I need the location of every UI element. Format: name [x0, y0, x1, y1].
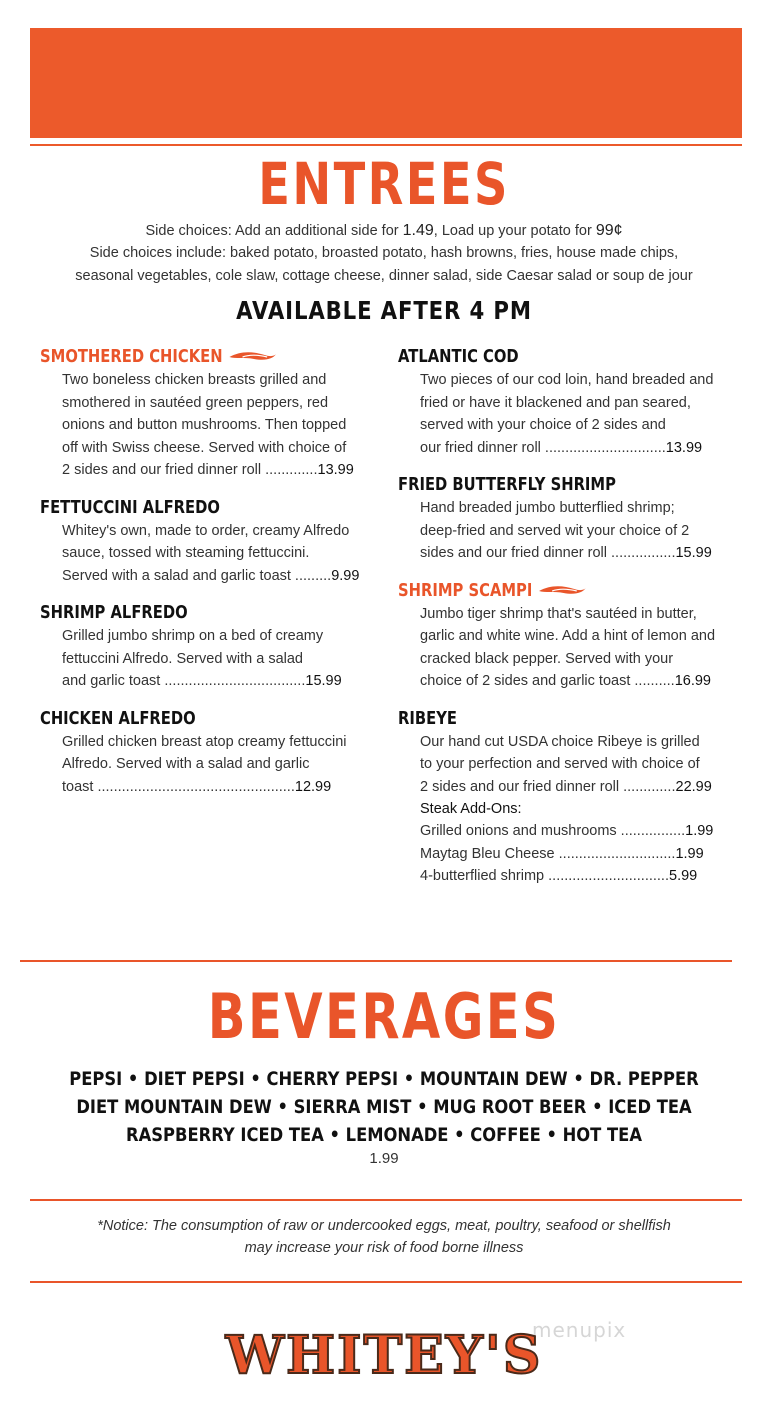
steak-addon [420, 820, 720, 843]
menu-item [398, 707, 728, 799]
description-last-text: 2 sides and our fried dinner roll ............. [62, 462, 318, 478]
description-price-line [420, 670, 720, 693]
steak-addon-price: 5.99 [669, 868, 698, 884]
menu-item-description [62, 369, 362, 482]
menu-item-name-text: FETTUCCINI ALFREDO [40, 496, 220, 518]
add-side-price: 1.49 [402, 222, 434, 239]
menu-item-name [40, 345, 311, 369]
description-price-line [420, 776, 720, 799]
menu-item [40, 601, 370, 693]
description-price-line [62, 670, 362, 693]
description-line: onions and button mushrooms. Then topped [62, 417, 347, 433]
menu-item-description [62, 520, 362, 588]
description-last-text: our fried dinner roll .............................. [420, 439, 666, 456]
menu-item [40, 707, 370, 799]
menu-item-name [40, 496, 311, 520]
description-line: fried or have it blackened and pan seared, [420, 394, 691, 411]
whiteys-logo: WHITEY'S [225, 1325, 543, 1386]
menu-item-description [420, 731, 720, 799]
description-last-text: and garlic toast ................................... [62, 673, 306, 689]
menu-item-name [398, 707, 669, 731]
steak-addon [420, 865, 720, 888]
menu-item-name [398, 473, 669, 497]
side-choices-line-1 [0, 222, 768, 240]
bottom-divider [30, 1281, 742, 1283]
description-price-line [62, 776, 362, 799]
description-price-line [62, 565, 362, 588]
top-divider [30, 144, 742, 146]
lower-divider [30, 1199, 742, 1201]
steak-addon-price: 1.99 [685, 823, 714, 839]
steak-addon-price: 1.99 [675, 845, 704, 862]
description-last-text: Served with a salad and garlic toast ......... [62, 567, 332, 584]
menu-item [398, 345, 728, 459]
beverages-title: BEVERAGES [207, 980, 561, 1053]
menu-item-description [62, 731, 362, 799]
description-line: garlic and white wine. Add a hint of lemon and [420, 628, 716, 644]
description-line: smothered in sautéed green peppers, red [62, 394, 329, 411]
food-safety-notice [0, 1215, 768, 1259]
flame-swoosh-icon [228, 350, 277, 364]
description-line: Whitey's own, made to order, creamy Alfredo [62, 522, 350, 539]
menu-item-name-text: FRIED BUTTERFLY SHRIMP [398, 474, 616, 495]
menu-item-name-text: RIBEYE [398, 707, 457, 729]
beverage-list-line-2: DIET MOUNTAIN DEW • SIERRA MIST • MUG ROOT BEER • ICED TEA [76, 1096, 692, 1118]
description-line: deep-fried and served wit your choice of 2 [420, 522, 690, 539]
beverage-price: 1.99 [369, 1150, 399, 1167]
menu-item-price: 15.99 [675, 545, 712, 561]
description-line: fettuccini Alfredo. Served with a salad [62, 650, 303, 667]
menu-item-price: 12.99 [294, 778, 332, 795]
description-last-text: 2 sides and our fried dinner roll ............. [420, 778, 676, 795]
menu-item-price: 15.99 [305, 673, 342, 689]
menu-item-price: 13.99 [317, 462, 354, 478]
description-line: Two pieces of our cod loin, hand breaded and [420, 372, 714, 388]
description-line: Grilled chicken breast atop creamy fettuccini [62, 733, 347, 750]
menu-item-name-text: SHRIMP ALFREDO [40, 602, 188, 623]
right-menu-column [398, 345, 728, 888]
description-line: sauce, tossed with steaming fettuccini. [62, 545, 310, 561]
menu-item-price: 16.99 [674, 673, 711, 689]
menu-item-name-text: SHRIMP SCAMPI [398, 579, 533, 601]
menu-item-name [398, 345, 669, 369]
description-line: off with Swiss cheese. Served with choice of [62, 439, 347, 456]
menu-item [398, 473, 728, 565]
side-choices-text: Side choices: Add an additional side for [145, 223, 403, 239]
description-line: served with your choice of 2 sides and [420, 417, 666, 433]
description-price-line [420, 437, 720, 460]
description-price-line [62, 459, 362, 482]
menu-item-description [420, 497, 720, 565]
menu-item-name [40, 707, 311, 731]
flame-swoosh-icon [537, 584, 586, 598]
left-menu-column [40, 345, 370, 812]
top-banner [30, 28, 742, 138]
steak-addon-label: Grilled onions and mushrooms ................ [420, 823, 686, 839]
beverage-list-line-1: PEPSI • DIET PEPSI • CHERRY PEPSI • MOUNTAIN DEW • DR. PEPPER [69, 1068, 699, 1090]
steak-addon [420, 843, 720, 866]
description-last-text: sides and our fried dinner roll ................ [420, 545, 676, 561]
description-line: Jumbo tiger shrimp that's sautéed in butter, [420, 605, 697, 622]
menu-item-description [420, 603, 720, 693]
description-last-text: toast ................................................. [62, 778, 295, 795]
menu-item-description [62, 625, 362, 693]
menu-item-name-text: CHICKEN ALFREDO [40, 707, 196, 729]
side-choices-line-3: seasonal vegetables, cole slaw, cottage cheese, dinner salad, side Caesar salad or soup de jour [75, 268, 693, 284]
menu-item-description [420, 369, 720, 459]
load-potato-price: 99¢ [595, 222, 623, 239]
menu-item-name [398, 579, 669, 603]
description-line: to your perfection and served with choice of [420, 756, 700, 772]
side-choices-text-mid: , Load up your potato for [433, 223, 596, 239]
watermark: menupix [532, 1318, 627, 1342]
menu-item-name [40, 601, 311, 625]
entrees-title: ENTREES [258, 150, 510, 218]
menu-item [40, 345, 370, 482]
steak-addons-heading: Steak Add-Ons: [420, 801, 522, 817]
description-last-text: choice of 2 sides and garlic toast .......... [420, 673, 675, 689]
menu-item-name-text: SMOTHERED CHICKEN [40, 346, 223, 367]
menu-item-name-text: ATLANTIC COD [398, 346, 519, 367]
description-line: Two boneless chicken breasts grilled and [62, 372, 327, 388]
steak-addon-label: 4-butterflied shrimp .............................. [420, 868, 669, 884]
menu-item [398, 579, 728, 693]
availability-heading: AVAILABLE AFTER 4 PM [236, 296, 532, 325]
description-line: Grilled jumbo shrimp on a bed of creamy [62, 628, 324, 644]
steak-addon-label: Maytag Bleu Cheese ............................. [420, 845, 676, 862]
description-line: Our hand cut USDA choice Ribeye is grilled [420, 733, 700, 750]
menu-item-price: 22.99 [675, 778, 712, 795]
description-line: Hand breaded jumbo butterflied shrimp; [420, 500, 675, 516]
description-line: Alfredo. Served with a salad and garlic [62, 756, 310, 772]
mid-divider [20, 960, 732, 962]
description-price-line [420, 542, 720, 565]
menu-item-price: 13.99 [665, 439, 703, 456]
notice-line-2: may increase your risk of food borne illness [244, 1240, 524, 1256]
beverage-list-line-3: RASPBERRY ICED TEA • LEMONADE • COFFEE • HOT TEA [126, 1124, 642, 1146]
side-choices-line-2: Side choices include: baked potato, broasted potato, hash browns, fries, house made chips, [89, 245, 679, 261]
notice-line-1: *Notice: The consumption of raw or undercooked eggs, meat, poultry, seafood or shellfish [97, 1218, 671, 1234]
menu-item [40, 496, 370, 588]
description-line: cracked black pepper. Served with your [420, 650, 674, 667]
menu-item-price: 9.99 [331, 567, 360, 584]
